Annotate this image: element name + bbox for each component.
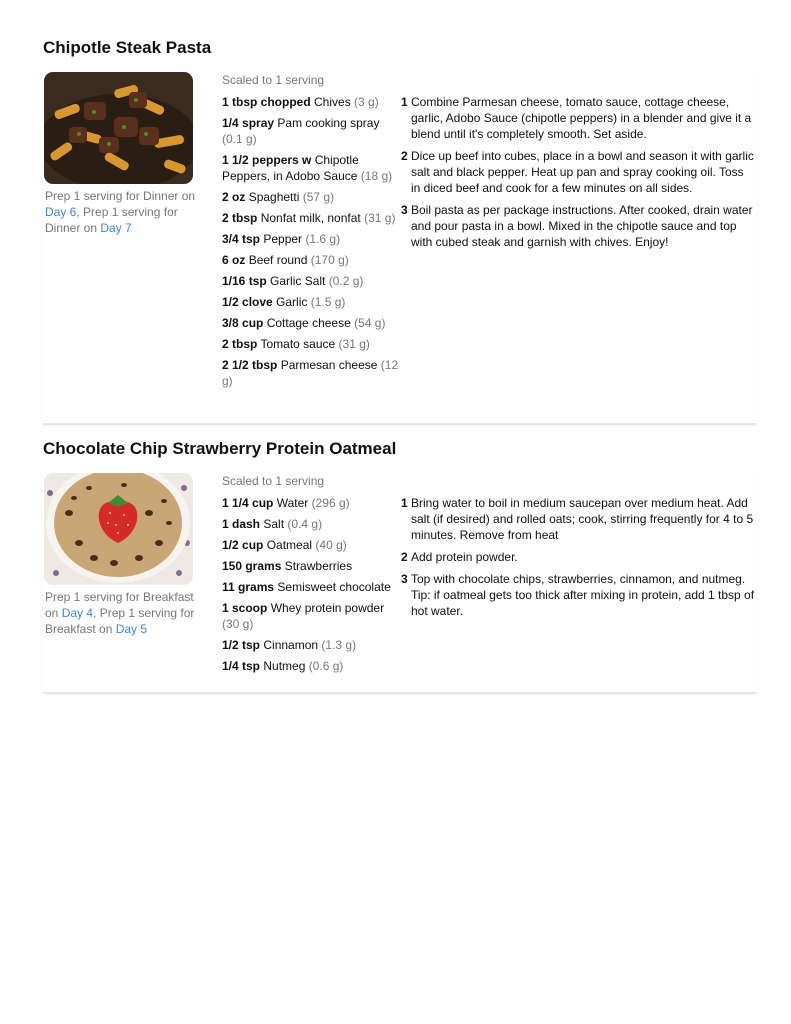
ingredient-name: Nonfat milk, nonfat	[260, 211, 361, 225]
ingredient-weight: (30 g)	[222, 617, 254, 631]
ingredient-weight: (0.1 g)	[222, 132, 257, 146]
step-number: 2	[401, 550, 408, 564]
ingredient-item	[222, 189, 400, 205]
prep-schedule	[45, 188, 205, 236]
step-number: 2	[401, 149, 408, 163]
ingredient-weight: (18 g)	[360, 169, 393, 183]
prep-separator: ,	[76, 205, 84, 219]
ingredient-amount: 11 grams	[222, 580, 275, 594]
ingredients-list	[222, 72, 400, 394]
ingredient-amount: 1/2 clove	[222, 295, 273, 309]
ingredient-item	[222, 495, 400, 511]
ingredient-item	[222, 273, 400, 289]
step-text: Add protein powder.	[411, 550, 518, 564]
ingredient-amount: 1 1/2 peppers w	[222, 153, 312, 167]
ingredient-amount: 2 tbsp	[222, 337, 258, 351]
ingredient-item	[222, 336, 400, 352]
day-link-5[interactable]: Day 5	[115, 622, 148, 636]
ingredients-list	[222, 473, 400, 679]
instruction-step	[401, 202, 755, 250]
ingredient-amount: 1/4 tsp	[222, 659, 261, 673]
step-text: Combine Parmesan cheese, tomato sauce, cottage cheese, garlic, Adobo Sauce (chipotle peppers) in a blender and give it a blend until it's completely smooth. Set aside.	[411, 95, 752, 141]
ingredient-name: Garlic Salt	[270, 274, 326, 288]
instruction-step	[401, 571, 755, 619]
ingredient-amount: 3/4 tsp	[222, 232, 261, 246]
ingredient-name: Water	[276, 496, 309, 510]
ingredient-name: Semisweet chocolate	[277, 580, 391, 594]
ingredient-name: Chives	[314, 95, 351, 109]
prep-text: Prep 1 serving for Dinner on	[45, 205, 178, 235]
ingredient-name: Tomato sauce	[260, 337, 336, 351]
instruction-step	[401, 148, 755, 196]
step-text: Dice up beef into cubes, place in a bowl and season it with garlic salt and black pepper. Heat up pan and spray cooking oil. Toss in diced beef and cook for a few minutes on all sides.	[411, 149, 754, 195]
ingredient-amount: 1/4 spray	[222, 116, 275, 130]
recipe-chipotle-steak-pasta	[43, 37, 756, 388]
ingredient-name: Cinnamon	[263, 638, 319, 652]
day-link-4[interactable]: Day 4	[61, 606, 94, 620]
ingredient-name: Salt	[263, 517, 285, 531]
ingredient-item	[222, 315, 400, 331]
prep-text: Prep 1 serving for Breakfast on	[45, 590, 194, 620]
ingredient-item	[222, 637, 400, 653]
instruction-step	[401, 94, 755, 142]
ingredient-weight: (40 g)	[315, 538, 347, 552]
ingredient-name: Oatmeal	[266, 538, 313, 552]
ingredient-name: Parmesan cheese	[280, 358, 378, 372]
instruction-step	[401, 549, 755, 565]
step-number: 3	[401, 572, 408, 586]
instruction-step	[401, 495, 755, 543]
step-number: 1	[401, 95, 408, 109]
ingredient-weight: (54 g)	[354, 316, 386, 330]
ingredient-item	[222, 558, 400, 574]
ingredient-weight: (3 g)	[354, 95, 379, 109]
ingredient-item	[222, 252, 400, 268]
scaled-label: Scaled to 1 serving	[222, 474, 325, 488]
ingredient-weight: (0.4 g)	[287, 517, 323, 531]
ingredient-weight: (1.3 g)	[321, 638, 357, 652]
ingredient-amount: 1/2 tsp	[222, 638, 261, 652]
recipe-card	[43, 468, 756, 694]
recipe-title: Chipotle Steak Pasta	[43, 38, 212, 57]
ingredient-weight: (31 g)	[338, 337, 370, 351]
ingredient-weight: (31 g)	[364, 211, 396, 225]
ingredient-amount: 1 dash	[222, 517, 261, 531]
ingredient-item	[222, 516, 400, 532]
ingredient-name: Cottage cheese	[266, 316, 351, 330]
ingredient-name: Strawberries	[284, 559, 353, 573]
prep-schedule	[45, 589, 205, 637]
ingredient-item	[222, 600, 400, 632]
ingredient-amount: 6 oz	[222, 253, 246, 267]
ingredient-name: Beef round	[248, 253, 308, 267]
ingredient-item	[222, 115, 400, 147]
step-number: 3	[401, 203, 408, 217]
ingredient-item	[222, 152, 400, 184]
ingredient-amount: 2 oz	[222, 190, 246, 204]
ingredient-amount: 1 1/4 cup	[222, 496, 274, 510]
ingredient-amount: 1 tbsp chopped	[222, 95, 311, 109]
instructions-list	[401, 94, 755, 256]
ingredient-amount: 1/16 tsp	[222, 274, 267, 288]
ingredient-item	[222, 658, 400, 674]
ingredient-item	[222, 231, 400, 247]
ingredient-weight: (12 g)	[222, 358, 399, 388]
ingredient-weight: (0.6 g)	[308, 659, 344, 673]
ingredient-name: Garlic	[276, 295, 308, 309]
ingredient-item	[222, 357, 400, 389]
step-number: 1	[401, 496, 408, 510]
ingredient-item	[222, 294, 400, 310]
recipe-title: Chocolate Chip Strawberry Protein Oatmeal	[43, 439, 397, 458]
ingredient-amount: 3/8 cup	[222, 316, 264, 330]
ingredient-amount: 2 tbsp	[222, 211, 258, 225]
ingredient-amount: 2 1/2 tbsp	[222, 358, 278, 372]
ingredient-item	[222, 210, 400, 226]
recipe-chocolate-chip-oatmeal	[43, 438, 756, 673]
ingredient-amount: 150 grams	[222, 559, 282, 573]
ingredient-item	[222, 94, 400, 110]
ingredient-weight: (296 g)	[311, 496, 350, 510]
ingredient-item	[222, 579, 400, 595]
step-text: Top with chocolate chips, strawberries, cinnamon, and nutmeg. Tip: if oatmeal gets too thick after mixing in protein, add 1 tbsp of hot water.	[411, 572, 755, 618]
ingredient-name: Whey protein powder	[270, 601, 385, 615]
ingredient-weight: (1.6 g)	[305, 232, 341, 246]
ingredient-name: Chipotle Peppers, in Adobo Sauce	[222, 153, 359, 183]
oatmeal-photo	[44, 473, 193, 585]
ingredient-weight: (1.5 g)	[310, 295, 346, 309]
ingredient-name: Pepper	[263, 232, 303, 246]
prep-text: Prep 1 serving for Breakfast on	[45, 606, 195, 636]
ingredient-amount: 1/2 cup	[222, 538, 264, 552]
ingredient-name: Nutmeg	[263, 659, 306, 673]
prep-separator: ,	[93, 606, 100, 620]
instructions-list	[401, 495, 755, 625]
day-link-7[interactable]: Day 7	[100, 221, 132, 235]
prep-text: Prep 1 serving for Dinner on	[45, 189, 196, 203]
ingredient-weight: (57 g)	[302, 190, 335, 204]
step-text: Bring water to boil in medium saucepan over medium heat. Add salt (if desired) and rolled oats; cook, stirring frequently for 4 to 5 minutes. Remove from heat	[411, 496, 754, 542]
recipe-card	[43, 67, 756, 425]
ingredient-item	[222, 537, 400, 553]
scaled-label: Scaled to 1 serving	[222, 73, 325, 87]
ingredient-weight: (170 g)	[310, 253, 349, 267]
ingredient-weight: (0.2 g)	[328, 274, 364, 288]
day-link-6[interactable]: Day 6	[45, 205, 77, 219]
step-text: Boil pasta as per package instructions. After cooked, drain water and pour pasta in a bowl. Mixed in the chipotle sauce and top with cubed steak and garnish with chives. Enjoy!	[411, 203, 753, 249]
ingredient-name: Spaghetti	[248, 190, 300, 204]
ingredient-amount: 1 scoop	[222, 601, 268, 615]
steak-pasta-photo	[44, 72, 193, 184]
ingredient-name: Pam cooking spray	[277, 116, 380, 130]
